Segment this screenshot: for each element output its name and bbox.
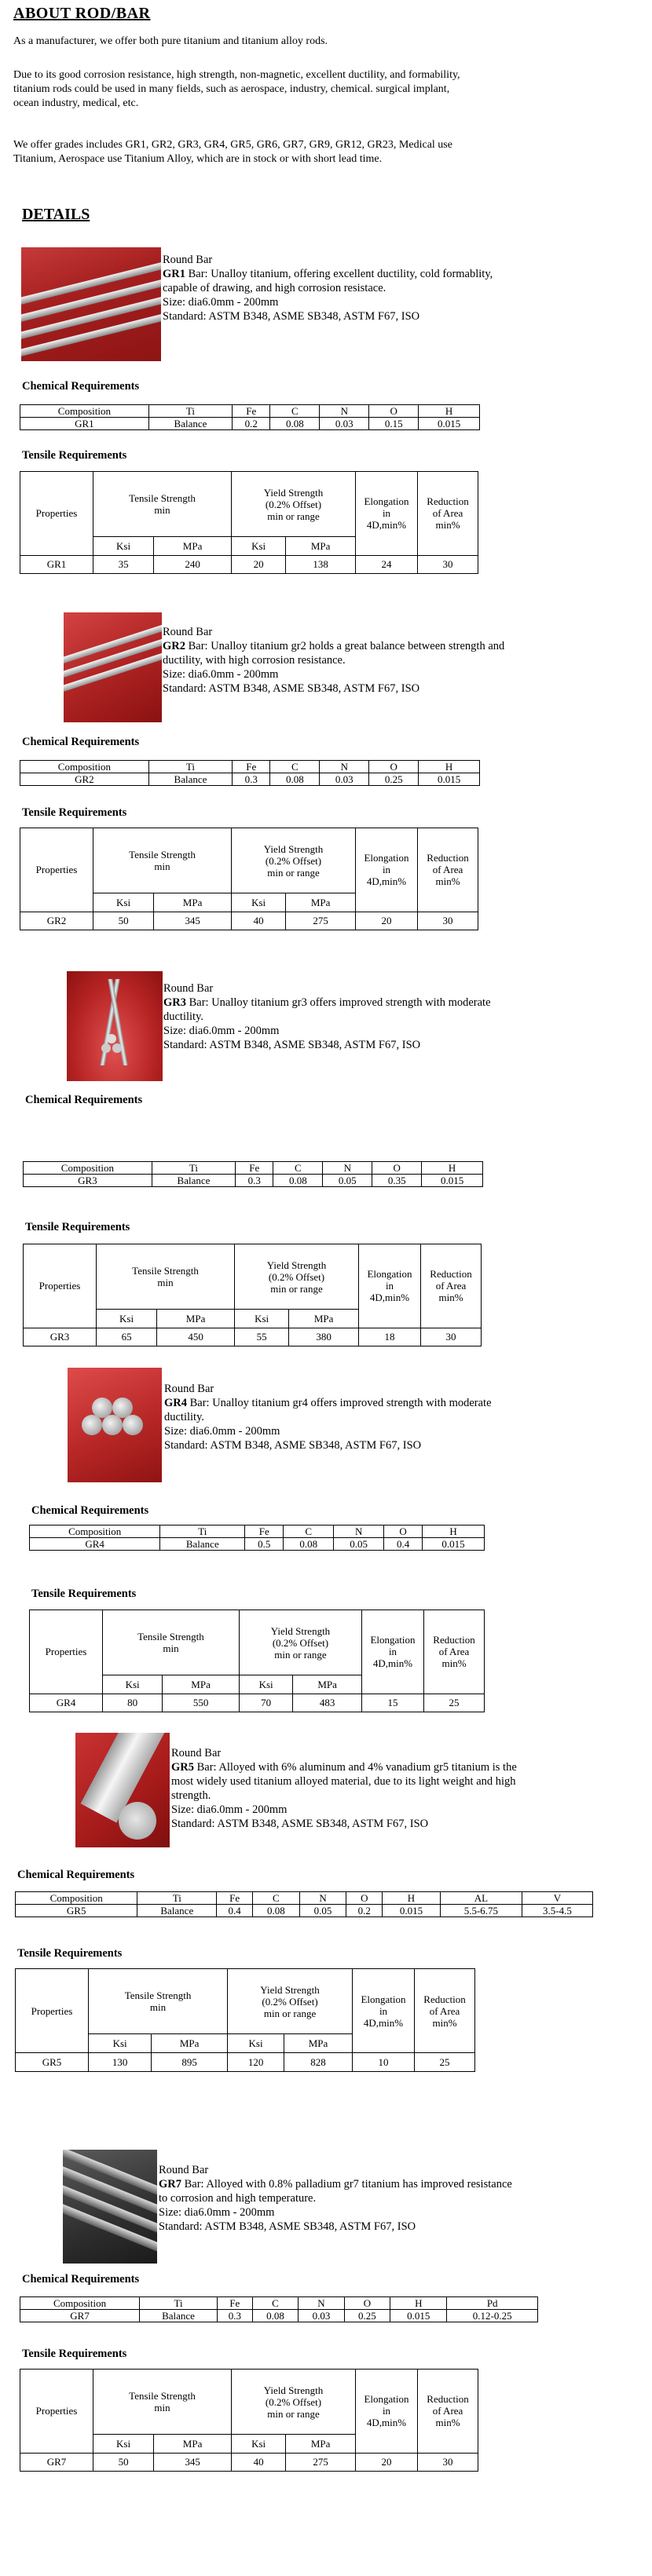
intro-paragraph-2: Due to its good corrosion resistance, high strength, non-magnetic, excellent ductility, and formability, titanium rods could be used in many fields, such as aerospace, industry, chemical. surgical implant, ocean industry, medical, etc. <box>13 69 460 109</box>
table-cell: 40 <box>232 912 286 930</box>
table-cell: Pd <box>447 2297 538 2310</box>
table-cell: Composition <box>16 1892 137 1905</box>
table-cell: 80 <box>103 1694 163 1712</box>
gr2-chemical-table <box>20 760 480 786</box>
gr4-chemical-table <box>29 1525 485 1551</box>
table-cell: Ti <box>148 761 232 773</box>
gr2-chemical-heading: Chemical Requirements <box>22 736 140 748</box>
table-cell: Yield Strength (0.2% Offset) min or range <box>232 2370 356 2435</box>
table-cell: MPa <box>157 1310 235 1328</box>
table-cell: Yield Strength (0.2% Offset) min or range <box>228 1969 353 2034</box>
table-cell: Balance <box>152 1175 235 1187</box>
table-cell: 50 <box>93 912 154 930</box>
table-cell: 275 <box>286 2453 356 2472</box>
table-cell: H <box>423 1526 485 1538</box>
table-cell: 345 <box>154 912 232 930</box>
table-cell: 0.015 <box>390 2310 447 2322</box>
table-cell: Ksi <box>93 537 154 556</box>
table-cell: 25 <box>424 1694 485 1712</box>
table-cell: Elongation in 4D,min% <box>356 828 418 912</box>
gr3-description: Round Bar GR3 Bar: Unalloy titanium gr3 offers improved strength with moderate ductility. Size: dia6.0mm - 200mm Standard: ASTM B348, ASME SB348, ASTM F67, ISO <box>163 982 491 1051</box>
table-cell: 0.4 <box>217 1905 253 1917</box>
table-cell: H <box>390 2297 447 2310</box>
table-cell: Composition <box>24 1162 152 1175</box>
table-cell: Yield Strength (0.2% Offset) min or range <box>235 1244 359 1310</box>
gr7-chemical-heading: Chemical Requirements <box>22 2273 140 2286</box>
table-cell: 0.5 <box>245 1538 284 1551</box>
table-cell: O <box>369 405 419 418</box>
table-cell: C <box>273 1162 323 1175</box>
table-cell: Ksi <box>232 893 286 912</box>
gr5-product-photo <box>75 1733 170 1847</box>
table-cell: 0.3 <box>217 2310 252 2322</box>
table-cell: 0.05 <box>323 1175 372 1187</box>
table-row <box>20 555 478 574</box>
table-cell: O <box>346 1892 383 1905</box>
table-cell: MPa <box>289 1310 359 1328</box>
table-cell: 30 <box>418 555 478 574</box>
gr7-tensile-heading: Tensile Requirements <box>22 2348 127 2360</box>
table-cell: Properties <box>16 1969 89 2053</box>
table-row <box>16 2053 475 2072</box>
table-cell: C <box>252 1892 299 1905</box>
table-cell: Ksi <box>93 2435 154 2454</box>
table-cell: 70 <box>239 1694 292 1712</box>
table-row <box>20 912 478 930</box>
gr4-tensile-heading: Tensile Requirements <box>31 1588 137 1600</box>
table-cell: O <box>372 1162 422 1175</box>
table-cell: Ti <box>152 1162 235 1175</box>
table-cell: 0.2 <box>233 418 270 430</box>
table-cell: Tensile Strength min <box>103 1610 240 1675</box>
table-cell: 5.5-6.75 <box>440 1905 522 1917</box>
table-cell: 35 <box>93 555 154 574</box>
table-cell: 240 <box>154 555 232 574</box>
table-cell: MPa <box>154 893 232 912</box>
table-cell: GR7 <box>20 2310 140 2322</box>
table-cell: 30 <box>418 2453 478 2472</box>
table-cell: 30 <box>421 1328 482 1346</box>
table-cell: Fe <box>233 761 270 773</box>
table-cell: MPa <box>293 1675 362 1694</box>
gr4-product-photo <box>68 1368 162 1482</box>
gr1-chemical-heading: Chemical Requirements <box>22 380 140 393</box>
table-row <box>20 2297 538 2310</box>
table-cell: Reduction of Area min% <box>415 1969 475 2053</box>
table-cell: 18 <box>359 1328 421 1346</box>
details-heading: DETAILS <box>22 206 90 223</box>
gr3-tensile-table <box>23 1244 482 1346</box>
table-cell: Balance <box>140 2310 218 2322</box>
table-cell: 0.08 <box>273 1175 323 1187</box>
table-cell: Ti <box>140 2297 218 2310</box>
table-cell: Ksi <box>235 1310 289 1328</box>
table-cell: Balance <box>148 418 232 430</box>
table-row <box>20 773 480 786</box>
table-cell: Ksi <box>97 1310 157 1328</box>
table-cell: N <box>299 2297 344 2310</box>
gr1-product-photo <box>21 247 161 361</box>
table-cell: N <box>320 761 369 773</box>
table-cell: GR4 <box>30 1538 160 1551</box>
table-cell: O <box>369 761 419 773</box>
table-cell: Properties <box>20 2370 93 2454</box>
table-cell: 0.03 <box>320 773 369 786</box>
table-row <box>24 1328 482 1346</box>
table-cell: Ksi <box>232 2435 286 2454</box>
gr1-tensile-table <box>20 471 478 574</box>
table-cell: Balance <box>160 1538 245 1551</box>
table-cell: Ksi <box>239 1675 292 1694</box>
table-cell: 450 <box>157 1328 235 1346</box>
table-cell: 0.25 <box>369 773 419 786</box>
table-cell: 0.08 <box>252 2310 298 2322</box>
table-cell: Ti <box>160 1526 245 1538</box>
table-cell: MPa <box>154 537 232 556</box>
table-cell: Reduction of Area min% <box>418 828 478 912</box>
table-cell: 0.08 <box>270 418 320 430</box>
table-row <box>16 1892 593 1905</box>
table-cell: Properties <box>20 828 93 912</box>
table-cell: GR1 <box>20 555 93 574</box>
table-cell: Ksi <box>89 2034 152 2053</box>
table-row <box>16 1905 593 1917</box>
table-cell: 895 <box>152 2053 228 2072</box>
table-row <box>20 405 480 418</box>
gr7-chemical-table <box>20 2296 538 2322</box>
table-cell: Ti <box>137 1892 217 1905</box>
table-cell: Elongation in 4D,min% <box>356 2370 418 2454</box>
table-cell: 0.3 <box>236 1175 273 1187</box>
table-cell: Fe <box>236 1162 273 1175</box>
gr5-description: Round Bar GR5 Bar: Alloyed with 6% aluminum and 4% vanadium gr5 titanium is the most widely used titanium alloyed material, due to its light weight and high strength. Size: dia6.0mm - 200mm Standard: ASTM B348, ASME SB348, ASTM F67, ISO <box>171 1747 517 1830</box>
table-cell: Elongation in 4D,min% <box>362 1610 424 1694</box>
table-cell: 15 <box>362 1694 424 1712</box>
table-cell: GR7 <box>20 2453 93 2472</box>
gr1-description: Round Bar GR1 Bar: Unalloy titanium, offering excellent ductility, cold formablity, capable of drawing, and high corrosion resistace. Size: dia6.0mm - 200mm Standard: ASTM B348, ASME SB348, ASTM F67, ISO <box>163 254 493 323</box>
gr1-chemical-table <box>20 404 480 430</box>
table-cell: Composition <box>20 2297 140 2310</box>
table-cell: 483 <box>293 1694 362 1712</box>
table-cell: 828 <box>284 2053 353 2072</box>
table-row <box>30 1526 485 1538</box>
table-cell: O <box>344 2297 390 2310</box>
table-cell: 0.08 <box>270 773 320 786</box>
table-cell: 138 <box>286 555 356 574</box>
table-cell: Reduction of Area min% <box>424 1610 485 1694</box>
table-cell: 20 <box>356 2453 418 2472</box>
table-cell: 10 <box>353 2053 415 2072</box>
table-cell: Fe <box>217 1892 253 1905</box>
gr1-tensile-heading: Tensile Requirements <box>22 449 127 462</box>
table-cell: Reduction of Area min% <box>421 1244 482 1328</box>
table-row <box>20 2310 538 2322</box>
table-cell: 0.4 <box>384 1538 423 1551</box>
table-cell: Ti <box>148 405 232 418</box>
gr5-tensile-table <box>15 1968 475 2072</box>
table-cell: Properties <box>24 1244 97 1328</box>
table-cell: N <box>320 405 369 418</box>
table-cell: MPa <box>286 537 356 556</box>
table-cell: Tensile Strength min <box>93 472 232 537</box>
table-cell: Yield Strength (0.2% Offset) min or range <box>232 472 356 537</box>
gr3-chemical-heading: Chemical Requirements <box>25 1094 143 1106</box>
table-cell: Reduction of Area min% <box>418 2370 478 2454</box>
table-cell: MPa <box>163 1675 240 1694</box>
table-cell: MPa <box>152 2034 228 2053</box>
intro-paragraph-3: We offer grades includes GR1, GR2, GR3, GR4, GR5, GR6, GR7, GR9, GR12, GR23, Medical use Titanium, Aerospace use Titanium Alloy, which are in stock or with short lead time. <box>13 139 452 165</box>
table-cell: 0.03 <box>320 418 369 430</box>
table-cell: Balance <box>148 773 232 786</box>
table-cell: 0.12-0.25 <box>447 2310 538 2322</box>
gr4-chemical-heading: Chemical Requirements <box>31 1504 149 1517</box>
table-cell: Properties <box>20 472 93 556</box>
gr5-tensile-heading: Tensile Requirements <box>17 1947 123 1960</box>
table-cell: 0.015 <box>423 1538 485 1551</box>
gr2-description: Round Bar GR2 Bar: Unalloy titanium gr2 holds a great balance between strength and ductility, with high corrosion resistance. Size: dia6.0mm - 200mm Standard: ASTM B348, ASME SB348, ASTM F67, ISO <box>163 626 505 695</box>
table-cell: 275 <box>286 912 356 930</box>
table-cell: 65 <box>97 1328 157 1346</box>
table-cell: AL <box>440 1892 522 1905</box>
table-cell: 0.15 <box>369 418 419 430</box>
table-cell: GR3 <box>24 1175 152 1187</box>
table-cell: Ksi <box>228 2034 284 2053</box>
table-cell: Ksi <box>103 1675 163 1694</box>
table-cell: 0.25 <box>344 2310 390 2322</box>
table-cell: Tensile Strength min <box>93 2370 232 2435</box>
table-cell: 0.05 <box>334 1538 384 1551</box>
table-cell: 0.08 <box>284 1538 334 1551</box>
table-cell: Properties <box>30 1610 103 1694</box>
table-cell: Composition <box>20 405 149 418</box>
gr5-chemical-heading: Chemical Requirements <box>17 1869 135 1881</box>
table-cell: C <box>270 761 320 773</box>
table-cell: Yield Strength (0.2% Offset) min or range <box>232 828 356 893</box>
table-cell: Elongation in 4D,min% <box>353 1969 415 2053</box>
table-cell: 0.08 <box>252 1905 299 1917</box>
table-cell: 550 <box>163 1694 240 1712</box>
gr2-tensile-table <box>20 828 478 930</box>
table-cell: 0.2 <box>346 1905 383 1917</box>
table-cell: Balance <box>137 1905 217 1917</box>
table-cell: 40 <box>232 2453 286 2472</box>
table-cell: GR4 <box>30 1694 103 1712</box>
table-cell: Elongation in 4D,min% <box>356 472 418 556</box>
table-row <box>20 418 480 430</box>
table-cell: MPa <box>284 2034 353 2053</box>
table-cell: N <box>323 1162 372 1175</box>
table-cell: H <box>383 1892 441 1905</box>
table-cell: Reduction of Area min% <box>418 472 478 556</box>
table-cell: 130 <box>89 2053 152 2072</box>
table-cell: 120 <box>228 2053 284 2072</box>
table-cell: 345 <box>154 2453 232 2472</box>
table-cell: GR5 <box>16 1905 137 1917</box>
table-cell: Composition <box>30 1526 160 1538</box>
table-cell: C <box>284 1526 334 1538</box>
table-cell: 0.05 <box>299 1905 346 1917</box>
table-cell: 20 <box>356 912 418 930</box>
table-cell: 0.015 <box>383 1905 441 1917</box>
table-cell: N <box>299 1892 346 1905</box>
table-cell: 55 <box>235 1328 289 1346</box>
table-cell: Ksi <box>93 893 154 912</box>
table-cell: H <box>419 761 480 773</box>
table-cell: Ksi <box>232 537 286 556</box>
gr7-tensile-table <box>20 2369 478 2472</box>
table-cell: Composition <box>20 761 149 773</box>
gr3-tensile-heading: Tensile Requirements <box>25 1221 130 1233</box>
table-cell: Tensile Strength min <box>97 1244 235 1310</box>
gr4-description: Round Bar GR4 Bar: Unalloy titanium gr4 offers improved strength with moderate ductility. Size: dia6.0mm - 200mm Standard: ASTM B348, ASME SB348, ASTM F67, ISO <box>164 1383 492 1452</box>
table-cell: GR5 <box>16 2053 89 2072</box>
gr7-product-photo <box>63 2150 157 2264</box>
table-cell: GR2 <box>20 912 93 930</box>
table-row <box>24 1162 483 1175</box>
table-cell: 25 <box>415 2053 475 2072</box>
table-cell: C <box>270 405 320 418</box>
table-cell: MPa <box>286 2435 356 2454</box>
table-cell: 20 <box>232 555 286 574</box>
table-cell: MPa <box>286 893 356 912</box>
gr5-chemical-table <box>15 1891 593 1917</box>
table-cell: 3.5-4.5 <box>522 1905 592 1917</box>
table-cell: MPa <box>154 2435 232 2454</box>
table-cell: Fe <box>245 1526 284 1538</box>
table-cell: 0.03 <box>299 2310 344 2322</box>
page-title: ABOUT ROD/BAR <box>13 5 151 22</box>
gr7-description: Round Bar GR7 Bar: Alloyed with 0.8% palladium gr7 titanium has improved resistance to corrosion and high temperature. Size: dia6.0mm - 200mm Standard: ASTM B348, ASME SB348, ASTM F67, ISO <box>159 2164 512 2233</box>
gr2-product-photo <box>64 612 162 722</box>
table-cell: Tensile Strength min <box>89 1969 228 2034</box>
table-cell: Tensile Strength min <box>93 828 232 893</box>
table-cell: H <box>422 1162 483 1175</box>
table-cell: 0.015 <box>419 418 480 430</box>
gr3-chemical-table <box>23 1161 483 1187</box>
table-cell: Elongation in 4D,min% <box>359 1244 421 1328</box>
table-cell: 24 <box>356 555 418 574</box>
table-cell: 30 <box>418 912 478 930</box>
table-cell: 380 <box>289 1328 359 1346</box>
table-cell: Yield Strength (0.2% Offset) min or range <box>239 1610 361 1675</box>
table-row <box>24 1175 483 1187</box>
table-row <box>20 761 480 773</box>
table-cell: Fe <box>217 2297 252 2310</box>
gr2-tensile-heading: Tensile Requirements <box>22 806 127 819</box>
table-cell: N <box>334 1526 384 1538</box>
table-cell: GR1 <box>20 418 149 430</box>
table-cell: H <box>419 405 480 418</box>
table-row <box>30 1694 485 1712</box>
table-cell: C <box>252 2297 298 2310</box>
table-cell: 50 <box>93 2453 154 2472</box>
gr4-tensile-table <box>29 1610 485 1712</box>
table-row <box>20 2453 478 2472</box>
table-cell: GR3 <box>24 1328 97 1346</box>
table-row <box>30 1538 485 1551</box>
table-cell: 0.3 <box>233 773 270 786</box>
table-cell: 0.015 <box>422 1175 483 1187</box>
intro-paragraph-1: As a manufacturer, we offer both pure titanium and titanium alloy rods. <box>13 35 328 47</box>
table-cell: Fe <box>233 405 270 418</box>
table-cell: O <box>384 1526 423 1538</box>
table-cell: V <box>522 1892 592 1905</box>
table-cell: 0.015 <box>419 773 480 786</box>
gr3-product-photo <box>67 971 163 1081</box>
table-cell: GR2 <box>20 773 149 786</box>
table-cell: 0.35 <box>372 1175 422 1187</box>
